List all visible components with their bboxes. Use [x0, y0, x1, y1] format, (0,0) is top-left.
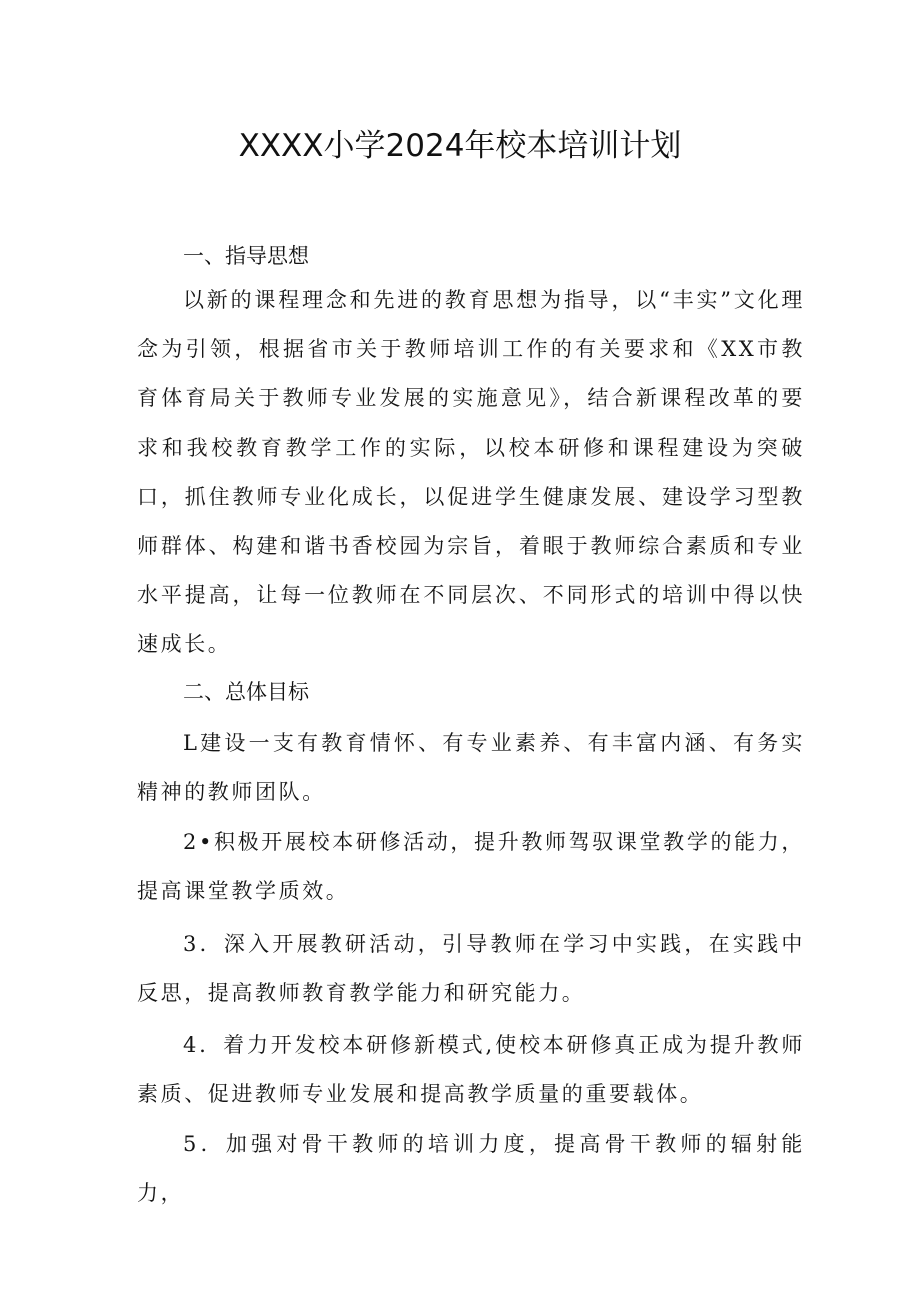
goal-item-3: 3．深入开展教研活动，引导教师在学习中实践，在实践中反思，提高教师教育教学能力和研究能力。	[137, 932, 805, 1006]
goal-item-1: L建设一支有教育情怀、有专业素养、有丰富内涵、有务实精神的教师团队。	[137, 731, 805, 805]
document-title: XXXX小学2024年校本培训计划	[238, 128, 682, 164]
section-paragraph-guiding-ideology: 以新的课程理念和先进的教育思想为指导，以“丰实”文化理念为引领，根据省市关于教师培训工作的有关要求和《XX市教育体育局关于教师专业发展的实施意见》，结合新课程改革的要求和我校教育教学工作的实际，以校本研修和课程建设为突破口，抓住教师专业化成长，以促进学生健康发展、建设学习型教师群体、构建和谐书香校园为宗旨，着眼于教师综合素质和专业水平提高，让每一位教师在不同层次、不同形式的培训中得以快速成长。	[137, 288, 805, 657]
goal-item-4: 4．着力开发校本研修新模式,使校本研修真正成为提升教师素质、促进教师专业发展和提高教学质量的重要载体。	[137, 1033, 805, 1107]
section-heading-guiding-ideology: 一、指导思想	[183, 244, 309, 268]
section-heading-overall-goals: 二、总体目标	[183, 680, 309, 704]
goal-item-5: 5．加强对骨干教师的培训力度，提高骨干教师的辐射能力，	[137, 1132, 805, 1206]
goal-item-2: 2•积极开展校本研修活动，提升教师驾驭课堂教学的能力，提高课堂教学质效。	[137, 830, 805, 904]
